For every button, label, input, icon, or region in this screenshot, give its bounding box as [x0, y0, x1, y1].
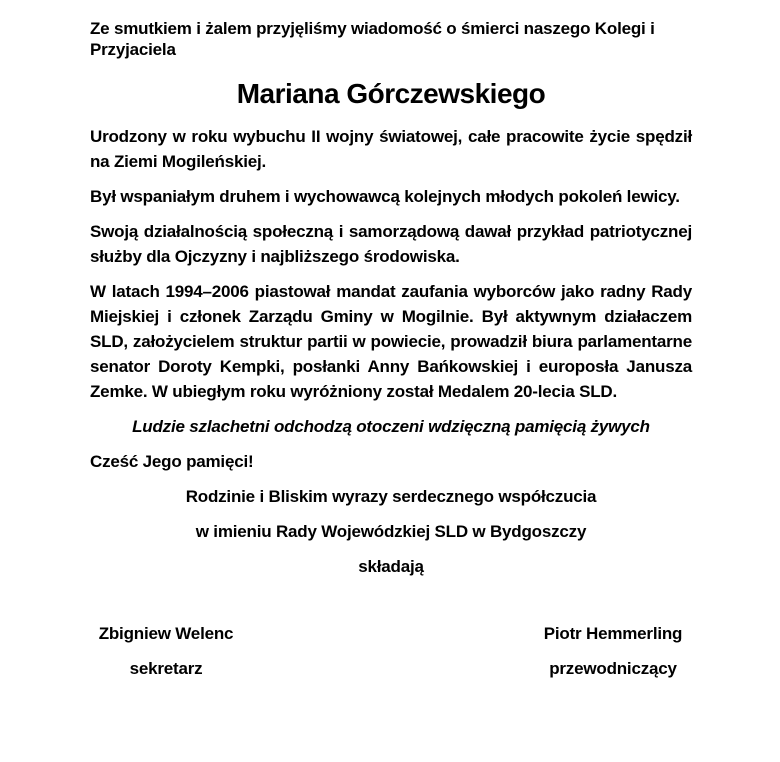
body-paragraph-mentor: Był wspaniałym druhem i wychowawcą kolejnych młodych pokoleń lewicy.	[90, 187, 680, 206]
deceased-name-heading: Mariana Górczewskiego	[236, 78, 546, 109]
signature-row	[90, 621, 692, 681]
body-paragraph-career: W latach 1994–2006 piastował mandat zaufania wyborców jako radny Rady Miejskiej i członek Zarządu Gminy w Mogilnie. Był aktywnym działaczem SLD, założycielem struktur partii w powiecie, prowadził biura parlamentarne senator Doroty Kempki, posłanki Anny Bańkowskiej i europosła Janusza Zemke. W ubiegłym roku wyróżniony został Medalem 20-lecia SLD.	[90, 282, 692, 401]
signature-chairman	[534, 621, 692, 681]
signatory-role-secretary: sekretarz	[129, 659, 203, 678]
condolence-line: Rodzinie i Bliskim wyrazy serdecznego współczucia	[185, 487, 597, 506]
on-behalf-line: w imieniu Rady Wojewódzkiej SLD w Bydgoszczy	[195, 522, 587, 541]
closing-verb-line: składają	[358, 557, 424, 576]
tribute-line: Cześć Jego pamięci!	[90, 452, 254, 471]
signatory-name-chairman: Piotr Hemmerling	[543, 624, 683, 643]
signature-secretary	[90, 621, 242, 681]
body-paragraph-birth: Urodzony w roku wybuchu II wojny światowej, całe pracowite życie spędził na Ziemi Mogileńskiej.	[90, 127, 692, 171]
signatory-role-chairman: przewodniczący	[549, 659, 677, 678]
signatory-name-secretary: Zbigniew Welenc	[98, 624, 234, 643]
memorial-motto: Ludzie szlachetni odchodzą otoczeni wdzięczną pamięcią żywych	[132, 417, 650, 436]
intro-text: Ze smutkiem i żalem przyjęliśmy wiadomość o śmierci naszego Kolegi i Przyjaciela	[90, 19, 655, 59]
body-paragraph-service: Swoją działalnością społeczną i samorządową dawał przykład patriotycznej służby dla Ojczyzny i najbliższego środowiska.	[90, 222, 692, 266]
